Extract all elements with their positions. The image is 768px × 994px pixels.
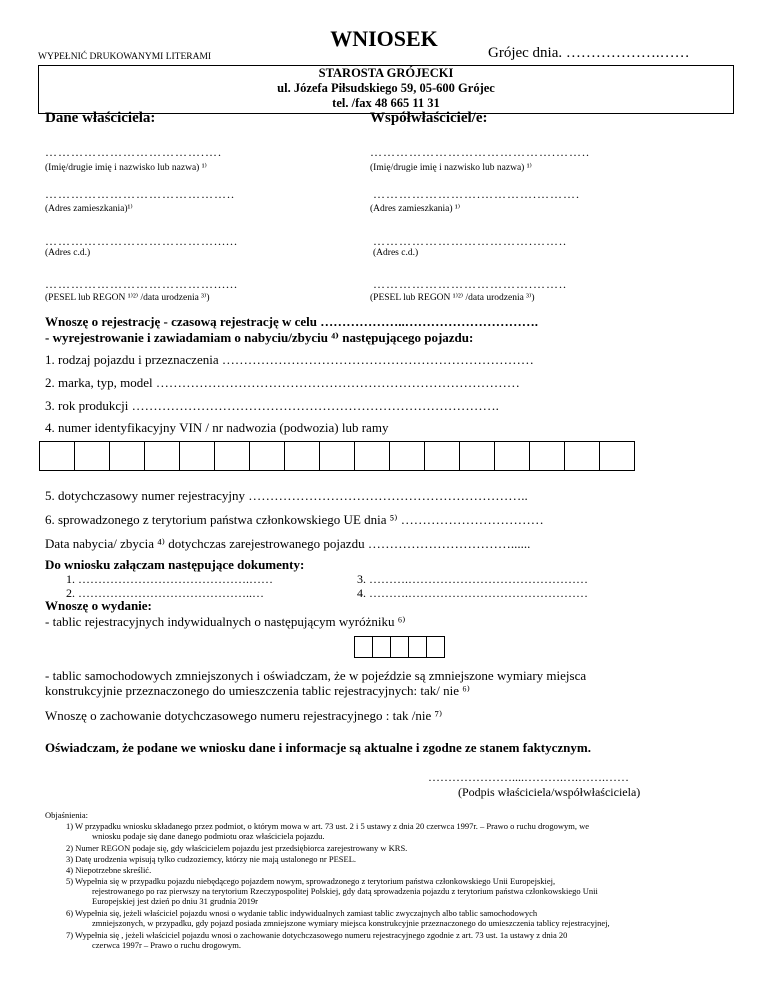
- item-make-model[interactable]: 2. marka, typ, model …………………………………………………………………………: [45, 375, 520, 390]
- vin-cell[interactable]: [285, 442, 320, 471]
- documents-heading: Do wniosku załączam następujące dokumenty:: [45, 557, 305, 572]
- request-line-2: - wyrejestrowanie i zawiadamiam o nabyciu/zbyciu ⁴⁾ następującego pojazdu:: [45, 330, 474, 345]
- vin-cell[interactable]: [460, 442, 495, 471]
- keep-number-text[interactable]: Wnoszę o zachowanie dotychczasowego numeru rejestracyjnego : tak /nie ⁷⁾: [45, 708, 443, 723]
- vin-cell[interactable]: [390, 442, 425, 471]
- vin-cell[interactable]: [355, 442, 390, 471]
- owner-pesel-field[interactable]: …………………………………......: [45, 277, 238, 291]
- vin-cell[interactable]: [425, 442, 460, 471]
- note-3: 3) Datę urodzenia wpisują tylko cudzoziemcy, którzy nie mają ustalonego nr PESEL.: [66, 854, 357, 864]
- coowner-address-field[interactable]: …………………….………….……….: [373, 187, 580, 201]
- note-1a: 1) W przypadku wniosku składanego przez podmiot, o którym mowa w art. 73 ust. 2 i 5 ustawy z dnia 20 czerwca 1997r. – Prawo o ruchu drogowym, we: [66, 821, 590, 831]
- fill-instruction: WYPEŁNIĆ DRUKOWANYMI LITERAMI: [38, 52, 212, 62]
- note-5a: 5) Wypełnia się w przypadku pojazdu niebędącego pojazdem nowym, sprowadzonego z terytorium państwa członkowskiego Unii Europejskiej,: [66, 876, 556, 886]
- individual-plates-text: - tablic rejestracyjnych indywidualnych o następującym wyróżniku ⁶⁾: [45, 614, 406, 629]
- note-4: 4) Niepotrzebne skreślić.: [66, 865, 152, 875]
- office-name: STAROSTA GRÓJECKI: [318, 66, 454, 80]
- vin-cell[interactable]: [250, 442, 285, 471]
- note-2: 2) Numer REGON podaje się, gdy właścicielem pojazdu jest przedsiębiorca zarejestrowany w KRS.: [66, 843, 408, 853]
- owner-address-field[interactable]: ……………………………………..: [45, 187, 235, 201]
- owner-address2-label: (Adres c.d.): [45, 248, 91, 258]
- vin-cell[interactable]: [495, 442, 530, 471]
- office-header: [38, 65, 734, 114]
- document-3-field[interactable]: 3. ……….………………………………………: [357, 572, 588, 586]
- office-phone: tel. /fax 48 665 11 31: [332, 96, 440, 110]
- owner-address2-field[interactable]: …………………………………......: [45, 234, 238, 248]
- item-vin-label: 4. numer identyfikacyjny VIN / nr nadwozia (podwozia) lub ramy: [45, 420, 389, 435]
- declaration-text: Oświadczam, że podane we wniosku dane i informacje są aktualne i zgodne ze stanem faktycznym.: [45, 740, 591, 755]
- note-6b: zmniejszonych, w przypadku, gdy pojazd posiada zmniejszone wymiary miejsca konstrukcyjnie przeznaczonego do umieszczenia tablicy rejestracyjnej,: [92, 918, 610, 928]
- issue-heading: Wnoszę o wydanie:: [45, 598, 152, 613]
- item-production-year[interactable]: 3. rok produkcji ………………………………………………………………………….: [45, 398, 499, 413]
- coowner-name-field[interactable]: …………………………………….……..: [370, 145, 590, 159]
- owner-name-field[interactable]: ……………………………….….: [45, 145, 222, 159]
- document-4-field[interactable]: 4. ……….………………………………………: [357, 586, 588, 600]
- note-5c: Europejskiej jest dzień po dniu 31 grudnia 2019r: [92, 896, 258, 906]
- plate-code-cell[interactable]: [427, 637, 445, 658]
- vin-cell[interactable]: [145, 442, 180, 471]
- vin-cell[interactable]: [320, 442, 355, 471]
- owner-heading: Dane właściciela:: [45, 110, 156, 126]
- notes-heading: Objaśnienia:: [45, 810, 88, 820]
- item-vehicle-type[interactable]: 1. rodzaj pojazdu i przeznaczenia ………………………………………………………………: [45, 352, 534, 367]
- vin-cell[interactable]: [40, 442, 75, 471]
- plate-code-cell[interactable]: [409, 637, 427, 658]
- plate-code-cell[interactable]: [355, 637, 373, 658]
- coowner-name-label: (Imię/drugie imię i nazwisko lub nazwa) ¹⁾: [370, 163, 532, 173]
- signature-label: (Podpis właściciela/współwłaściciela): [458, 785, 641, 799]
- note-1b: wniosku podaje się dane danego podmiotu oraz właściciela pojazdu.: [92, 831, 325, 841]
- vin-cell[interactable]: [530, 442, 565, 471]
- owner-name-label: (Imię/drugie imię i nazwisko lub nazwa) ¹⁾: [45, 163, 207, 173]
- item-acquisition-date[interactable]: Data nabycia/ zbycia ⁴⁾ dotychczas zarejestrowanego pojazdu ……………………………......: [45, 536, 531, 551]
- document-2-field[interactable]: 2. ……………………………………..…: [66, 586, 264, 600]
- request-line-1: Wnoszę o rejestrację - czasową rejestrację w celu ………………..………………………….: [45, 314, 539, 329]
- coowner-address2-field[interactable]: ……………………………….……..: [373, 234, 567, 248]
- vin-cell[interactable]: [75, 442, 110, 471]
- plate-code-cell[interactable]: [391, 637, 409, 658]
- form-title: WNIOSEK: [330, 26, 438, 51]
- vin-grid: [39, 441, 635, 471]
- note-7a: 7) Wypełnia się , jeżeli właściciel pojazdu wnosi o zachowanie dotychczasowego numeru rejestracyjnego zgodnie z art. 73 ust. 1a ustawy z dnia 20: [66, 930, 568, 940]
- reduced-plates-text-1: - tablic samochodowych zmniejszonych i oświadczam, że w pojeździe są zmniejszone wymiary miejsca: [45, 668, 587, 683]
- note-5b: rejestrowanego po raz pierwszy na terytorium Rzeczypospolitej Polskiej, gdy datą sprowadzenia pojazdu z terytorium państwa członkowskiego Unii: [92, 886, 598, 896]
- coowner-address-label: (Adres zamieszkania) ¹⁾: [370, 204, 461, 214]
- vin-cell[interactable]: [600, 442, 635, 471]
- note-7b: czerwca 1997r – Prawo o ruchu drogowym.: [92, 940, 241, 950]
- owner-pesel-label: (PESEL lub REGON ¹⁾²⁾ /data urodzenia ³⁾): [45, 293, 210, 303]
- vin-cell[interactable]: [215, 442, 250, 471]
- vin-cell[interactable]: [110, 442, 145, 471]
- vin-cell[interactable]: [180, 442, 215, 471]
- vin-cell[interactable]: [565, 442, 600, 471]
- office-address: ul. Józefa Piłsudskiego 59, 05-600 Grójec: [277, 81, 495, 95]
- coowner-address2-label: (Adres c.d.): [373, 248, 419, 258]
- item-import-date[interactable]: 6. sprowadzonego z terytorium państwa członkowskiego UE dnia ⁵⁾ ……………………………: [45, 512, 544, 527]
- place-date-field[interactable]: Grójec dnia. ……………….……: [488, 45, 690, 61]
- coowner-heading: Współwłaściciel/e:: [370, 110, 488, 126]
- reduced-plates-text-2[interactable]: konstrukcyjnie przeznaczonego do umieszczenia tablic rejestracyjnych: tak/ nie ⁶⁾: [45, 683, 470, 698]
- document-1-field[interactable]: 1. …………………………………….……: [66, 572, 273, 586]
- coowner-pesel-label: (PESEL lub REGON ¹⁾²⁾ /data urodzenia ³⁾): [370, 293, 535, 303]
- note-6a: 6) Wypełnia się, jeżeli właściciel pojazdu wnosi o wydanie tablic indywidualnych zamiast tablic zwyczajnych albo tablic samochodowych: [66, 908, 538, 918]
- item-previous-registration[interactable]: 5. dotychczasowy numer rejestracyjny ………………………………………………………..: [45, 488, 528, 503]
- signature-field[interactable]: …………………....……….….…….……: [428, 770, 629, 784]
- plate-code-cell[interactable]: [373, 637, 391, 658]
- plate-code-grid: [354, 636, 445, 658]
- owner-address-label: (Adres zamieszkania)¹⁾: [45, 204, 133, 214]
- coowner-pesel-field[interactable]: ……………………………….……..: [373, 277, 567, 291]
